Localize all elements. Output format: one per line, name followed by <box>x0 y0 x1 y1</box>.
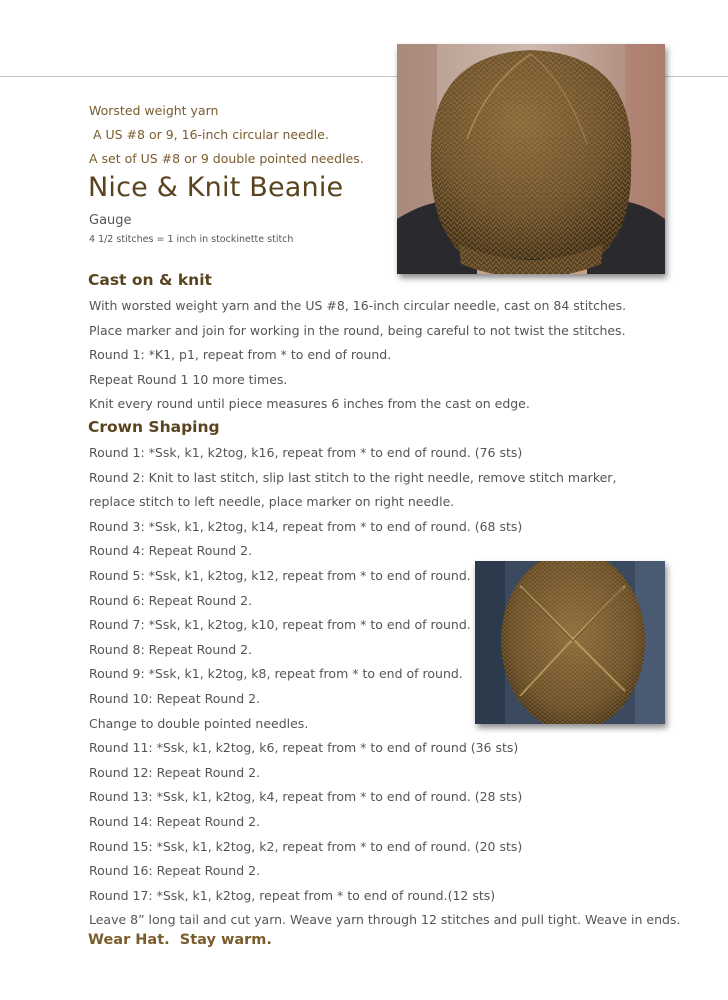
closing-line: Wear Hat. Stay warm. <box>88 932 272 948</box>
material-circular-needle: A US #8 or 9, 16-inch circular needle. <box>89 127 329 142</box>
instruction-line: Round 1: *Ssk, k1, k2tog, k16, repeat from * to end of round. (76 sts) <box>89 445 523 460</box>
instruction-line: Round 3: *Ssk, k1, k2tog, k14, repeat from * to end of round. (68 sts) <box>89 518 523 534</box>
crown-shaping-heading: Crown Shaping <box>88 418 220 436</box>
instruction-line: Repeat Round 1 10 more times. <box>89 371 288 387</box>
instruction-line: Round 16: Repeat Round 2. <box>89 863 261 879</box>
beanie-front-photo <box>397 44 665 274</box>
instruction-line: Round 9: *Ssk, k1, k2tog, k8, repeat from * to end of round. <box>89 666 463 682</box>
instruction-line: Round 1: *K1, p1, repeat from * to end of round. <box>89 347 392 363</box>
instruction-line: Round 11: *Ssk, k1, k2tog, k6, repeat from * to end of round (36 sts) <box>89 740 519 756</box>
instruction-line: Round 7: *Ssk, k1, k2tog, k10, repeat from * to end of round. <box>89 617 471 633</box>
cast-on-instructions <box>89 297 626 420</box>
crown-shaping-instructions <box>89 444 680 936</box>
instruction-line: Round 4: Repeat Round 2. <box>89 543 253 559</box>
material-dpn: A set of US #8 or 9 double pointed needles. <box>89 151 364 166</box>
instruction-line: With worsted weight yarn and the US #8, 16-inch circular needle, cast on 84 stitches. <box>89 298 627 313</box>
instruction-line: Round 6: Repeat Round 2. <box>89 592 253 608</box>
material-yarn: Worsted weight yarn <box>89 103 219 118</box>
instruction-line: Round 13: *Ssk, k1, k2tog, k4, repeat from * to end of round. (28 sts) <box>89 789 523 805</box>
instruction-line: Leave 8” long tail and cut yarn. Weave yarn through 12 stitches and pull tight. Weave in ends. <box>89 912 681 928</box>
instruction-line: replace stitch to left needle, place marker on right needle. <box>89 494 455 510</box>
instruction-line: Place marker and join for working in the round, being careful to not twist the stitches. <box>89 322 626 338</box>
pattern-title: Nice & Knit Beanie <box>88 172 344 203</box>
instruction-line: Round 14: Repeat Round 2. <box>89 813 261 829</box>
instruction-line: Round 17: *Ssk, k1, k2tog, repeat from * to end of round.(12 sts) <box>89 887 496 903</box>
instruction-line: Round 5: *Ssk, k1, k2tog, k12, repeat from * to end of round. <box>89 567 471 583</box>
gauge-label: Gauge <box>89 213 132 228</box>
cast-on-heading: Cast on & knit <box>88 271 212 289</box>
instruction-line: Change to double pointed needles. <box>89 715 309 731</box>
materials-list <box>89 102 364 174</box>
instruction-line: Round 8: Repeat Round 2. <box>89 641 253 657</box>
instruction-line: Round 12: Repeat Round 2. <box>89 764 261 780</box>
instruction-line: Round 2: Knit to last stitch, slip last stitch to the right needle, remove stitch marker, <box>89 469 617 485</box>
gauge-detail: 4 1/2 stitches = 1 inch in stockinette stitch <box>89 234 294 245</box>
instruction-line: Round 10: Repeat Round 2. <box>89 690 261 706</box>
instruction-line: Knit every round until piece measures 6 inches from the cast on edge. <box>89 396 530 412</box>
instruction-line: Round 15: *Ssk, k1, k2tog, k2, repeat from * to end of round. (20 sts) <box>89 838 523 854</box>
